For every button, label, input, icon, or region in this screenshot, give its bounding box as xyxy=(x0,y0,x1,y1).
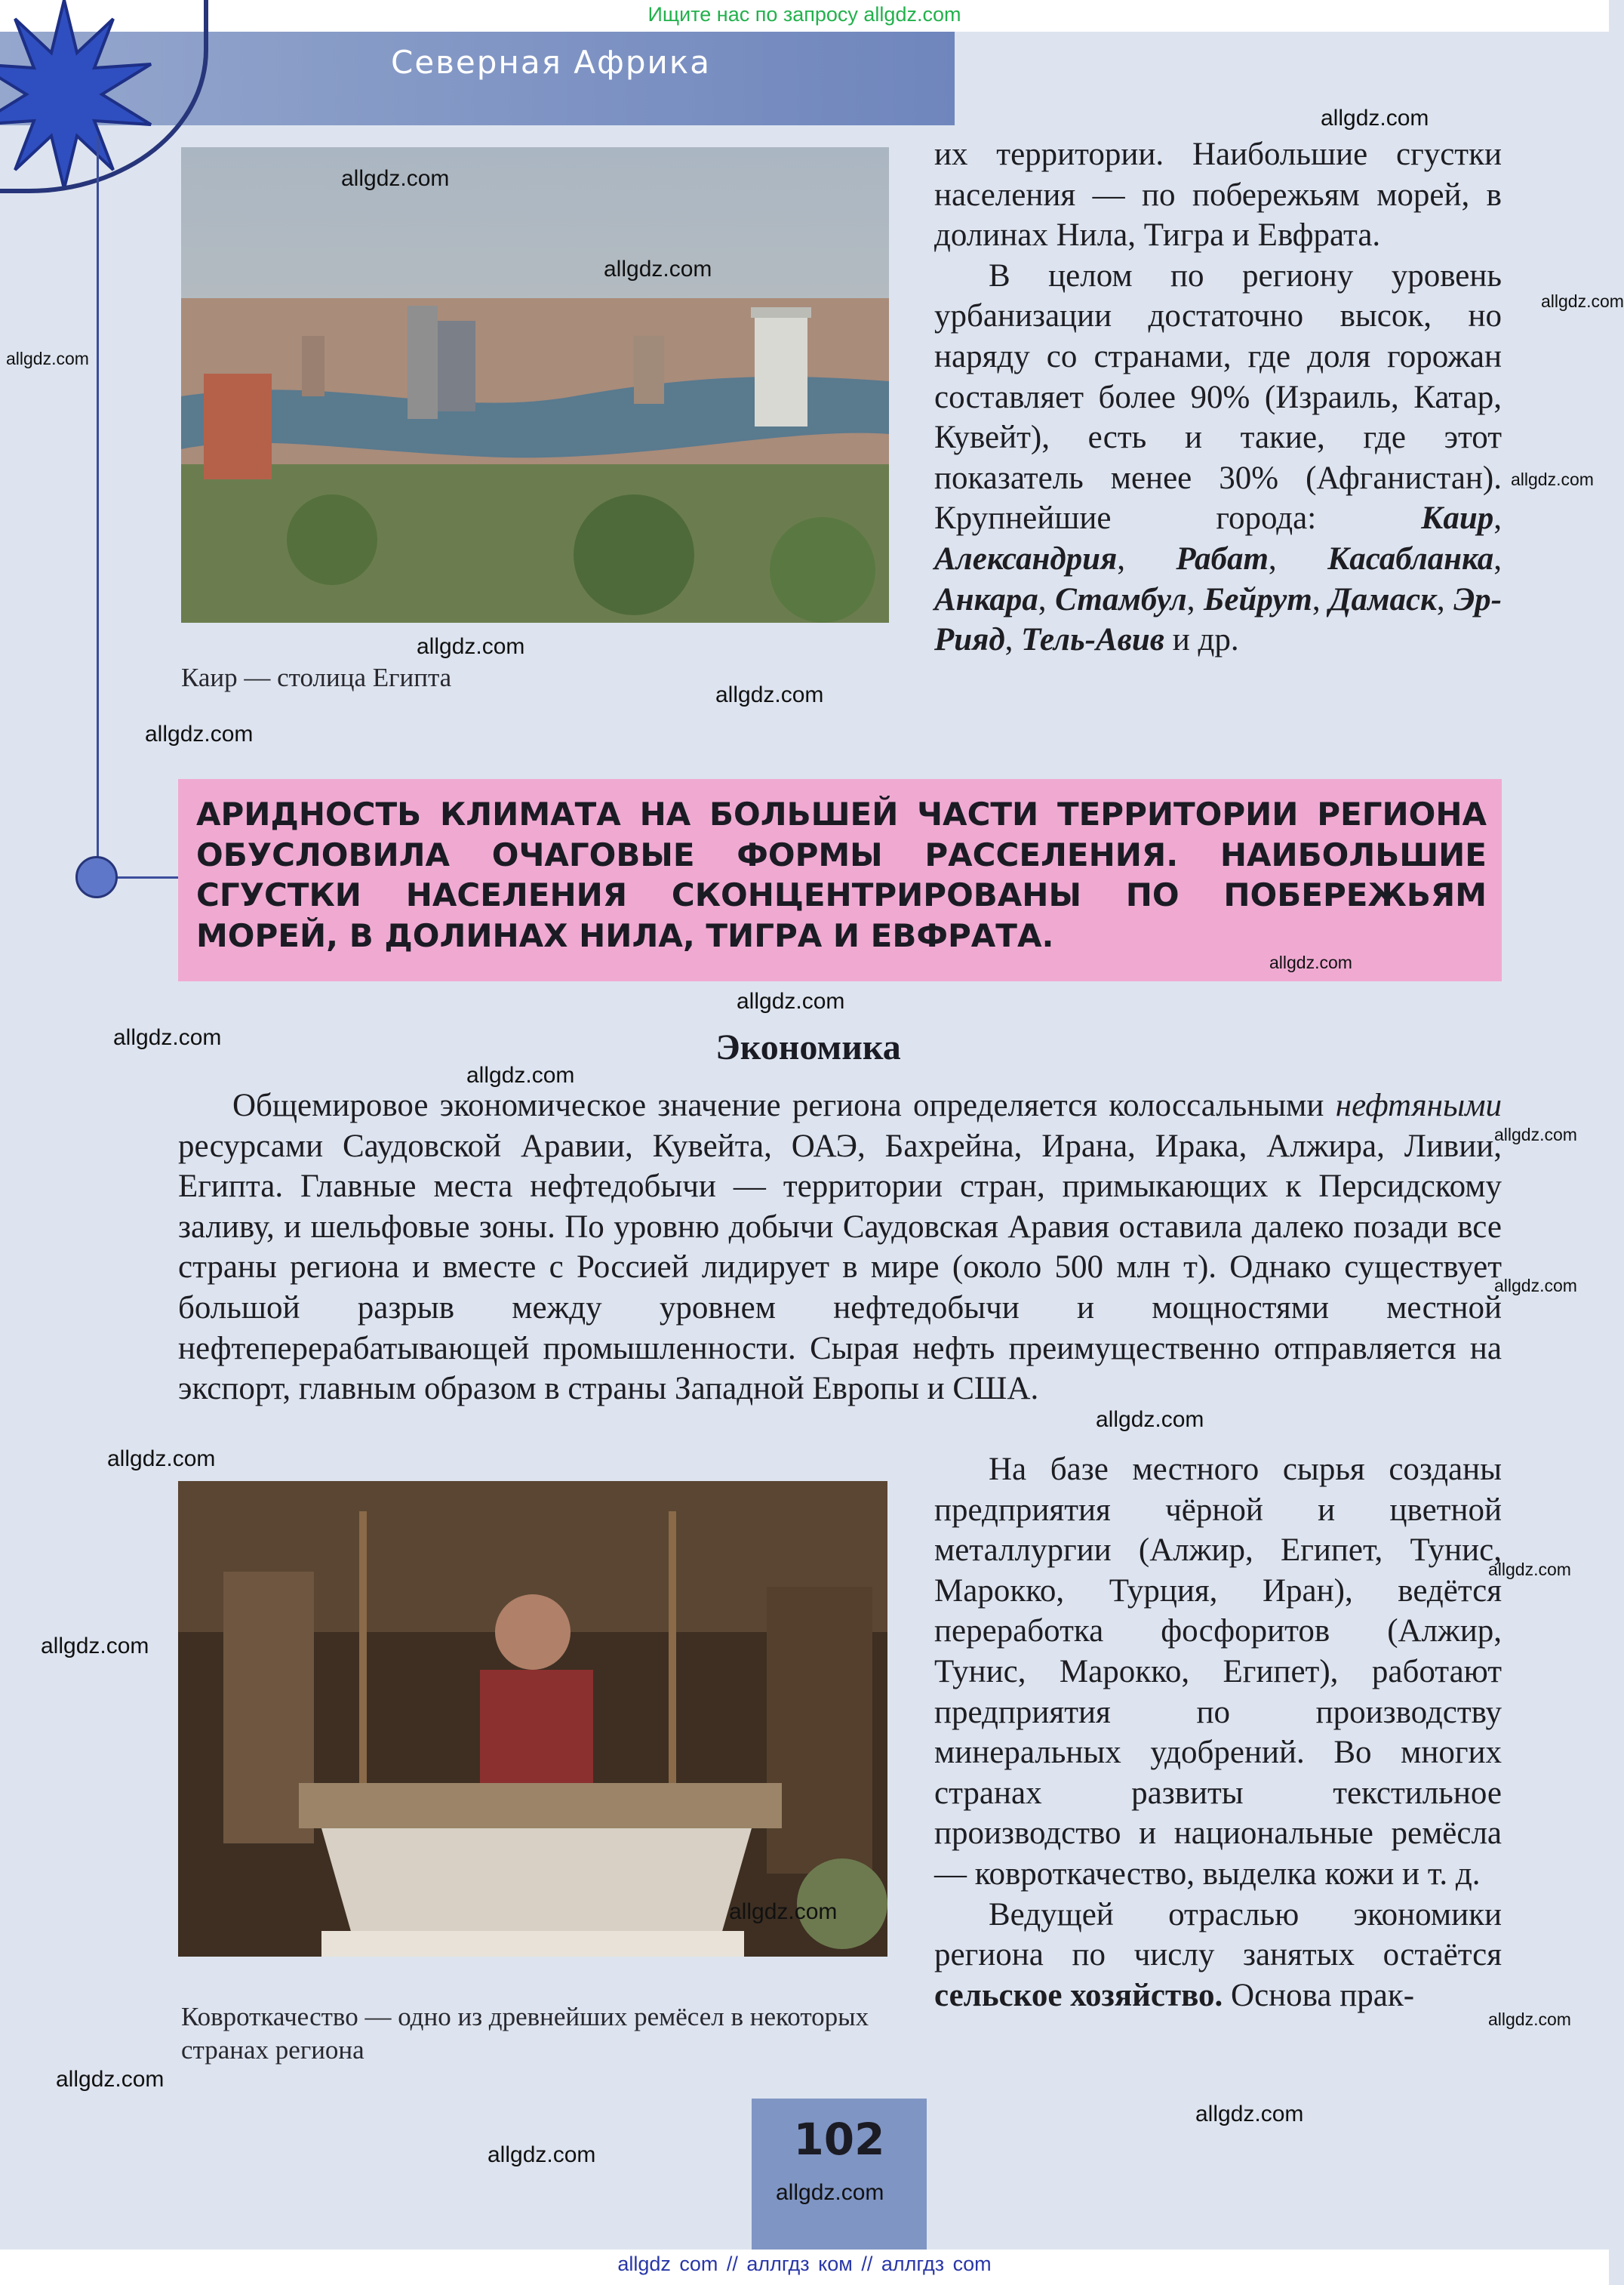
urbanization-text xyxy=(934,134,1502,661)
watermark: allgdz.com xyxy=(417,634,525,659)
paragraph xyxy=(178,1086,1502,1409)
watermark: allgdz.com xyxy=(341,166,450,191)
paragraph-text: Ведущей отраслью экономики региона по числу занятых остаётся xyxy=(934,1896,1502,1973)
page-number: 102 xyxy=(793,2114,885,2165)
section-heading: Экономика xyxy=(715,1027,901,1067)
watermark: allgdz.com xyxy=(776,2180,884,2205)
watermark: allgdz.com xyxy=(488,2142,596,2167)
city-name: Касабланка xyxy=(1327,540,1494,577)
watermark: allgdz.com xyxy=(604,257,712,282)
decor-line-vertical xyxy=(97,136,99,879)
city-name: Стамбул xyxy=(1055,581,1187,617)
watermark: allgdz.com xyxy=(1269,953,1352,972)
watermark: allgdz.com xyxy=(1541,291,1624,311)
watermark: allgdz.com xyxy=(6,349,89,368)
watermark: allgdz.com xyxy=(113,1025,222,1050)
watermark: allgdz.com xyxy=(1488,1560,1571,1579)
decor-node xyxy=(75,856,118,898)
watermark: allgdz.com xyxy=(715,682,824,707)
paragraph-tail: и др. xyxy=(1172,622,1239,658)
watermark: allgdz.com xyxy=(1321,106,1429,131)
corner-arc xyxy=(0,0,208,193)
watermark: allgdz.com xyxy=(1494,1276,1577,1295)
watermark: allgdz.com xyxy=(1195,2102,1304,2126)
city-name: Анкара xyxy=(934,581,1038,617)
city-name: Александрия xyxy=(934,540,1118,577)
loom-caption: Ковроткачество — одно из древнейших ремёсел в некоторых странах региона xyxy=(181,2002,869,2065)
loom-photo xyxy=(178,1481,887,1957)
paragraph-text: В целом по региону уровень урбанизации достаточно высок, но наряду со странами, где доля горожан составляет более 90% (Израиль, Катар, Кувейт), есть и такие, где этот показатель менее 30% (Афганистан). Крупнейшие города: xyxy=(934,257,1502,537)
watermark: allgdz.com xyxy=(1494,1125,1577,1144)
city-name: Тель-Авив xyxy=(1021,622,1164,658)
header-title: Северная Африка xyxy=(391,44,711,81)
paragraph-text: Основа прак- xyxy=(1231,1977,1415,2013)
cairo-photo xyxy=(181,147,889,623)
summary-text: АРИДНОСТЬ КЛИМАТА НА БОЛЬШЕЙ ЧАСТИ ТЕРРИТОРИИ РЕГИОНА ОБУСЛОВИЛА ОЧАГОВЫЕ ФОРМЫ РАССЕЛЕНИЯ. НАИБОЛЬШИЕ СГУСТКИ НАСЕЛЕНИЯ СКОНЦЕНТРИРОВАНЫ ПО ПОБЕРЕЖЬЯМ МОРЕЙ, В ДОЛИНАХ НИЛА, ТИГРА И ЕВФРАТА. xyxy=(196,796,1487,954)
city-name: Бейрут xyxy=(1204,581,1312,617)
watermark: allgdz.com xyxy=(729,1899,838,1924)
site-notice[interactable]: Ищите нас по запросу allgdz.com xyxy=(647,3,961,26)
paragraph-text: Общемировое экономическое значение региона определяется колоссальными xyxy=(232,1088,1324,1123)
emphasis: сельское хозяйство. xyxy=(934,1977,1223,2013)
city-name: Каир xyxy=(1421,500,1494,537)
cairo-caption: Каир — столица Египта xyxy=(181,663,452,692)
paragraph: их территории. Наибольшие сгустки населения — по побережьям морей, в долинах Нила, Тигра и Евфрата. xyxy=(934,137,1502,254)
watermark: allgdz.com xyxy=(737,989,845,1014)
watermark: allgdz.com xyxy=(107,1446,216,1471)
emphasis: нефтяными xyxy=(1335,1088,1503,1123)
industry-text xyxy=(934,1449,1502,2016)
watermark: allgdz.com xyxy=(1488,2009,1571,2029)
paragraph xyxy=(934,1895,1502,2016)
economy-text xyxy=(178,1086,1502,1409)
city-name: Эр-Рияд xyxy=(934,581,1502,658)
bottom-links[interactable]: allgdz com // аллгдз ком // аллгдз com xyxy=(617,2253,992,2275)
city-name: Рабат xyxy=(1176,540,1269,577)
watermark: allgdz.com xyxy=(41,1634,149,1658)
watermark: allgdz.com xyxy=(145,722,254,747)
paragraph: В целом по региону уровень урбанизации достаточно высок, но наряду со странами, где доля горожан составляет более 90% (Израиль, Катар, Кувейт), есть и такие, где этот показатель менее 30% (Афганистан). Крупнейшие города: Каир, Александрия, Рабат, Касабланка, Анкара, Стамбул, Бейрут, Дамаск, Эр-Рияд, Тель-Авив и др. xyxy=(934,257,1502,658)
watermark: allgdz.com xyxy=(466,1063,575,1088)
watermark: allgdz.com xyxy=(56,2067,165,2092)
watermark: allgdz.com xyxy=(1511,470,1594,489)
paragraph: На базе местного сырья созданы предприятия чёрной и цветной металлургии (Алжир, Египет, Тунис, Марокко, Турция, Иран), ведётся переработка фосфоритов (Алжир, Тунис, Марокко, Египет), работают предприятия по производству минеральных удобрений. Во многих странах развиты текстильное производство и национальные ремёсла — ковроткачество, выделка кожи и т. д. xyxy=(934,1452,1502,1892)
paragraph-text: ресурсами Саудовской Аравии, Кувейта, ОАЭ, Бахрейна, Ирана, Ирака, Алжира, Ливии, Египта. Главные места нефтедобычи — территории стран, примыкающих к Персидскому заливу, и шельфовые зоны. По уровню добычи Саудовская Аравия оставила далеко позади все страны региона и вместе с Россией лидирует в мире (около 500 млн т). Однако существует большой разрыв между уровнем нефтедобычи и мощностями местной нефтеперерабатывающей промышленности. Сырая нефть преимущественно отправляется на экспорт, главным образом в страны Западной Европы и США. xyxy=(178,1128,1502,1407)
watermark: allgdz.com xyxy=(1096,1407,1204,1432)
city-name: Дамаск xyxy=(1329,581,1437,617)
